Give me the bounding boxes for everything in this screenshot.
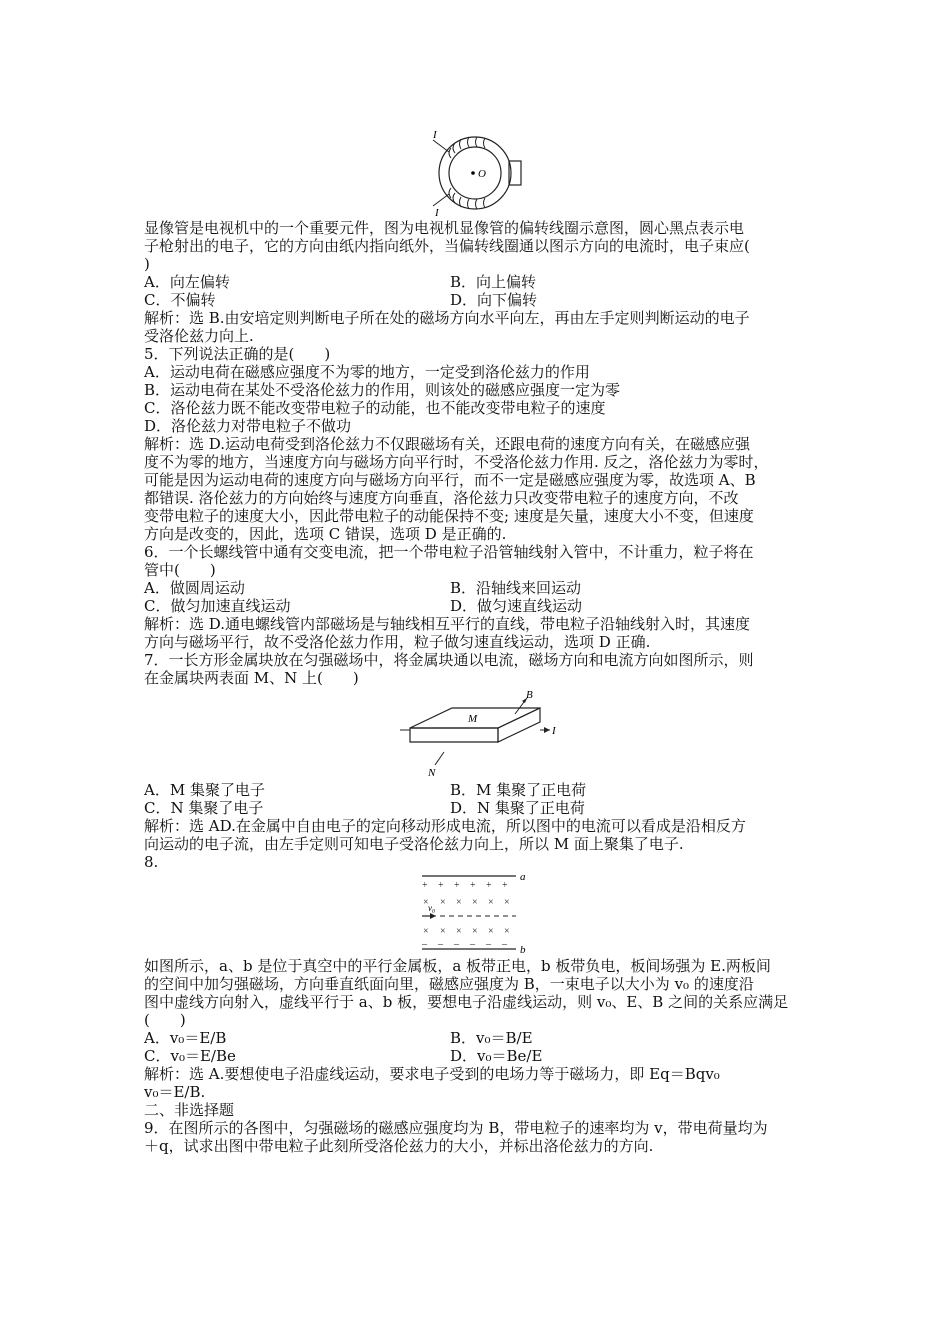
- svg-text:×: ×: [423, 897, 429, 908]
- q4-option-a: A．向左偏转: [144, 273, 230, 291]
- q9-stem-line2: ＋q，试求出图中带电粒子此刻所受洛伦兹力的大小，并标出洛伦兹力的方向.: [144, 1137, 654, 1155]
- magnetic-field-label: B: [526, 690, 533, 701]
- svg-text:×: ×: [423, 926, 429, 937]
- q5-answer-line3: 可能是因为运动电荷的速度方向与磁场方向平行，而不一定是磁感应强度为零，故选项 A、B: [144, 471, 756, 489]
- q4-option-b: B．向上偏转: [450, 273, 537, 291]
- q8-answer-line2: v₀＝E/B.: [144, 1083, 206, 1101]
- svg-text:+: +: [486, 880, 492, 891]
- plate-b-label: b: [520, 944, 526, 954]
- svg-text:×: ×: [456, 926, 462, 937]
- q7-option-d: D．N 集聚了正电荷: [450, 799, 585, 817]
- svg-text:×: ×: [472, 897, 478, 908]
- svg-text:–: –: [486, 939, 491, 950]
- q6-option-a: A．做圆周运动: [144, 579, 245, 597]
- q5-stem: 5．下列说法正确的是( ): [144, 345, 331, 363]
- q6-option-d: D．做匀速直线运动: [450, 597, 583, 615]
- q8-option-a: A．v₀＝E/B: [144, 1029, 227, 1047]
- q5-answer-line4: 都错误. 洛伦兹力的方向始终与速度方向垂直，洛伦兹力只改变带电粒子的速度方向，不改: [144, 489, 739, 507]
- q7-stem-line1: 7．一长方形金属块放在匀强磁场中，将金属块通以电流，磁场方向和电流方向如图所示，则: [144, 651, 754, 669]
- q8-option-b: B．v₀＝B/E: [450, 1029, 533, 1047]
- q4-answer-line2: 受洛伦兹力向上.: [144, 327, 254, 345]
- svg-text:–: –: [422, 939, 427, 950]
- q7-stem-line2: 在金属块两表面 M、N 上( ): [144, 669, 359, 687]
- q4-stem-line2: 子枪射出的电子，它的方向由纸内指向纸外，当偏转线圈通以图示方向的电流时，电子束应(: [144, 237, 750, 255]
- svg-text:×: ×: [472, 926, 478, 937]
- q6-option-c: C．做匀加速直线运动: [144, 597, 291, 615]
- q4-stem-line3: ): [144, 255, 150, 273]
- parallel-plates-figure: [418, 872, 536, 954]
- svg-text:×: ×: [488, 926, 494, 937]
- q7-answer-line1: 解析：选 AD.在金属中自由电子的定向移动形成电流，所以图中的电流可以看成是沿相反方: [144, 817, 746, 835]
- svg-text:×: ×: [456, 897, 462, 908]
- coil-current-label-bottom: I: [435, 207, 439, 218]
- q8-stem-line1: 如图所示，a、b 是位于真空中的平行金属板，a 板带正电，b 板带负电，板间场强为 E.两板间: [144, 957, 771, 975]
- svg-text:×: ×: [440, 926, 446, 937]
- q8-option-c: C．v₀＝E/Be: [144, 1047, 236, 1065]
- metal-block-figure: [400, 690, 560, 780]
- q6-answer-line2: 方向与磁场平行，故不受洛伦兹力作用，粒子做匀速直线运动，选项 D 正确.: [144, 633, 651, 651]
- q5-answer-line6: 方向是改变的，因此，选项 C 错误，选项 D 是正确的.: [144, 525, 507, 543]
- section-heading: 二、非选择题: [144, 1101, 235, 1119]
- svg-text:–: –: [470, 939, 475, 950]
- svg-text:+: +: [454, 880, 460, 891]
- deflection-coil-figure: [425, 128, 525, 218]
- q7-option-b: B．M 集聚了正电荷: [450, 781, 587, 799]
- velocity-label: v₀: [428, 903, 436, 913]
- q8-stem-line3: 图中虚线方向射入，虚线平行于 a、b 板，要想电子沿虚线运动，则 v₀、E、B 之间的关系应满足: [144, 993, 789, 1011]
- svg-text:+: +: [438, 880, 444, 891]
- svg-text:–: –: [454, 939, 459, 950]
- q9-stem-line1: 9．在图所示的各图中，匀强磁场的磁感应强度均为 B，带电粒子的速率均为 v，带电荷量均为: [144, 1119, 768, 1137]
- q8-number: 8.: [144, 853, 159, 871]
- svg-text:×: ×: [440, 897, 446, 908]
- svg-text:×: ×: [504, 926, 510, 937]
- coil-center-label: O: [478, 168, 486, 180]
- q5-option-a: A．运动电荷在磁感应强度不为零的地方，一定受到洛伦兹力的作用: [144, 363, 590, 381]
- surface-n-label: N: [428, 767, 436, 779]
- electron-dot: [471, 171, 475, 175]
- q5-answer-line1: 解析：选 D.运动电荷受到洛伦兹力不仅跟磁场有关，还跟电荷的速度方向有关，在磁感应强: [144, 435, 751, 453]
- q8-stem-line2: 的空间中加匀强磁场，方向垂直纸面向里，磁感应强度为 B，一束电子以大小为 v₀ 的速度沿: [144, 975, 754, 993]
- q4-answer-line1: 解析：选 B.由安培定则判断电子所在处的磁场方向水平向左，再由左手定则判断运动的电子: [144, 309, 750, 327]
- svg-text:+: +: [470, 880, 476, 891]
- q8-option-d: D．v₀＝Be/E: [450, 1047, 543, 1065]
- q4-option-d: D．向下偏转: [450, 291, 538, 309]
- q4-stem-line1: 显像管是电视机中的一个重要元件，图为电视机显像管的偏转线圈示意图，圆心黑点表示电: [144, 219, 745, 237]
- q6-stem-line1: 6．一个长螺线管中通有交变电流，把一个带电粒子沿管轴线射入管中，不计重力，粒子将在: [144, 543, 754, 561]
- q7-answer-line2: 向运动的电子流，由左手定则可知电子受洛伦兹力向上，所以 M 面上聚集了电子.: [144, 835, 684, 853]
- current-label: I: [552, 725, 556, 737]
- svg-text:×: ×: [504, 897, 510, 908]
- q8-answer-line1: 解析：选 A.要想使电子沿虚线运动，要求电子受到的电场力等于磁场力，即 Eq＝Bqv₀: [144, 1065, 720, 1083]
- q5-option-b: B．运动电荷在某处不受洛伦兹力的作用，则该处的磁感应强度一定为零: [144, 381, 621, 399]
- q5-answer-line5: 变带电粒子的速度大小，因此带电粒子的动能保持不变; 速度是矢量，速度大小不变，但速度: [144, 507, 754, 525]
- q7-option-c: C．N 集聚了电子: [144, 799, 264, 817]
- svg-text:–: –: [438, 939, 443, 950]
- svg-text:×: ×: [488, 897, 494, 908]
- plate-a-label: a: [520, 872, 526, 883]
- q6-stem-line2: 管中( ): [144, 561, 216, 579]
- q8-stem-line4: ( ): [144, 1011, 186, 1029]
- surface-m-label: M: [468, 713, 478, 725]
- coil-current-label-top: I: [433, 129, 437, 141]
- q7-option-a: A．M 集聚了电子: [144, 781, 265, 799]
- svg-text:–: –: [502, 939, 507, 950]
- q6-answer-line1: 解析：选 D.通电螺线管内部磁场是与轴线相互平行的直线，带电粒子沿轴线射入时，其速度: [144, 615, 751, 633]
- q5-option-c: C．洛伦兹力既不能改变带电粒子的动能，也不能改变带电粒子的速度: [144, 399, 606, 417]
- q5-option-d: D．洛伦兹力对带电粒子不做功: [144, 417, 352, 435]
- q5-answer-line2: 度不为零的地方，当速度方向与磁场方向平行时，不受洛伦兹力作用. 反之，洛伦兹力为零时，: [144, 453, 769, 471]
- svg-text:+: +: [422, 880, 428, 891]
- svg-text:+: +: [502, 880, 508, 891]
- q6-option-b: B．沿轴线来回运动: [450, 579, 582, 597]
- q4-option-c: C．不偏转: [144, 291, 216, 309]
